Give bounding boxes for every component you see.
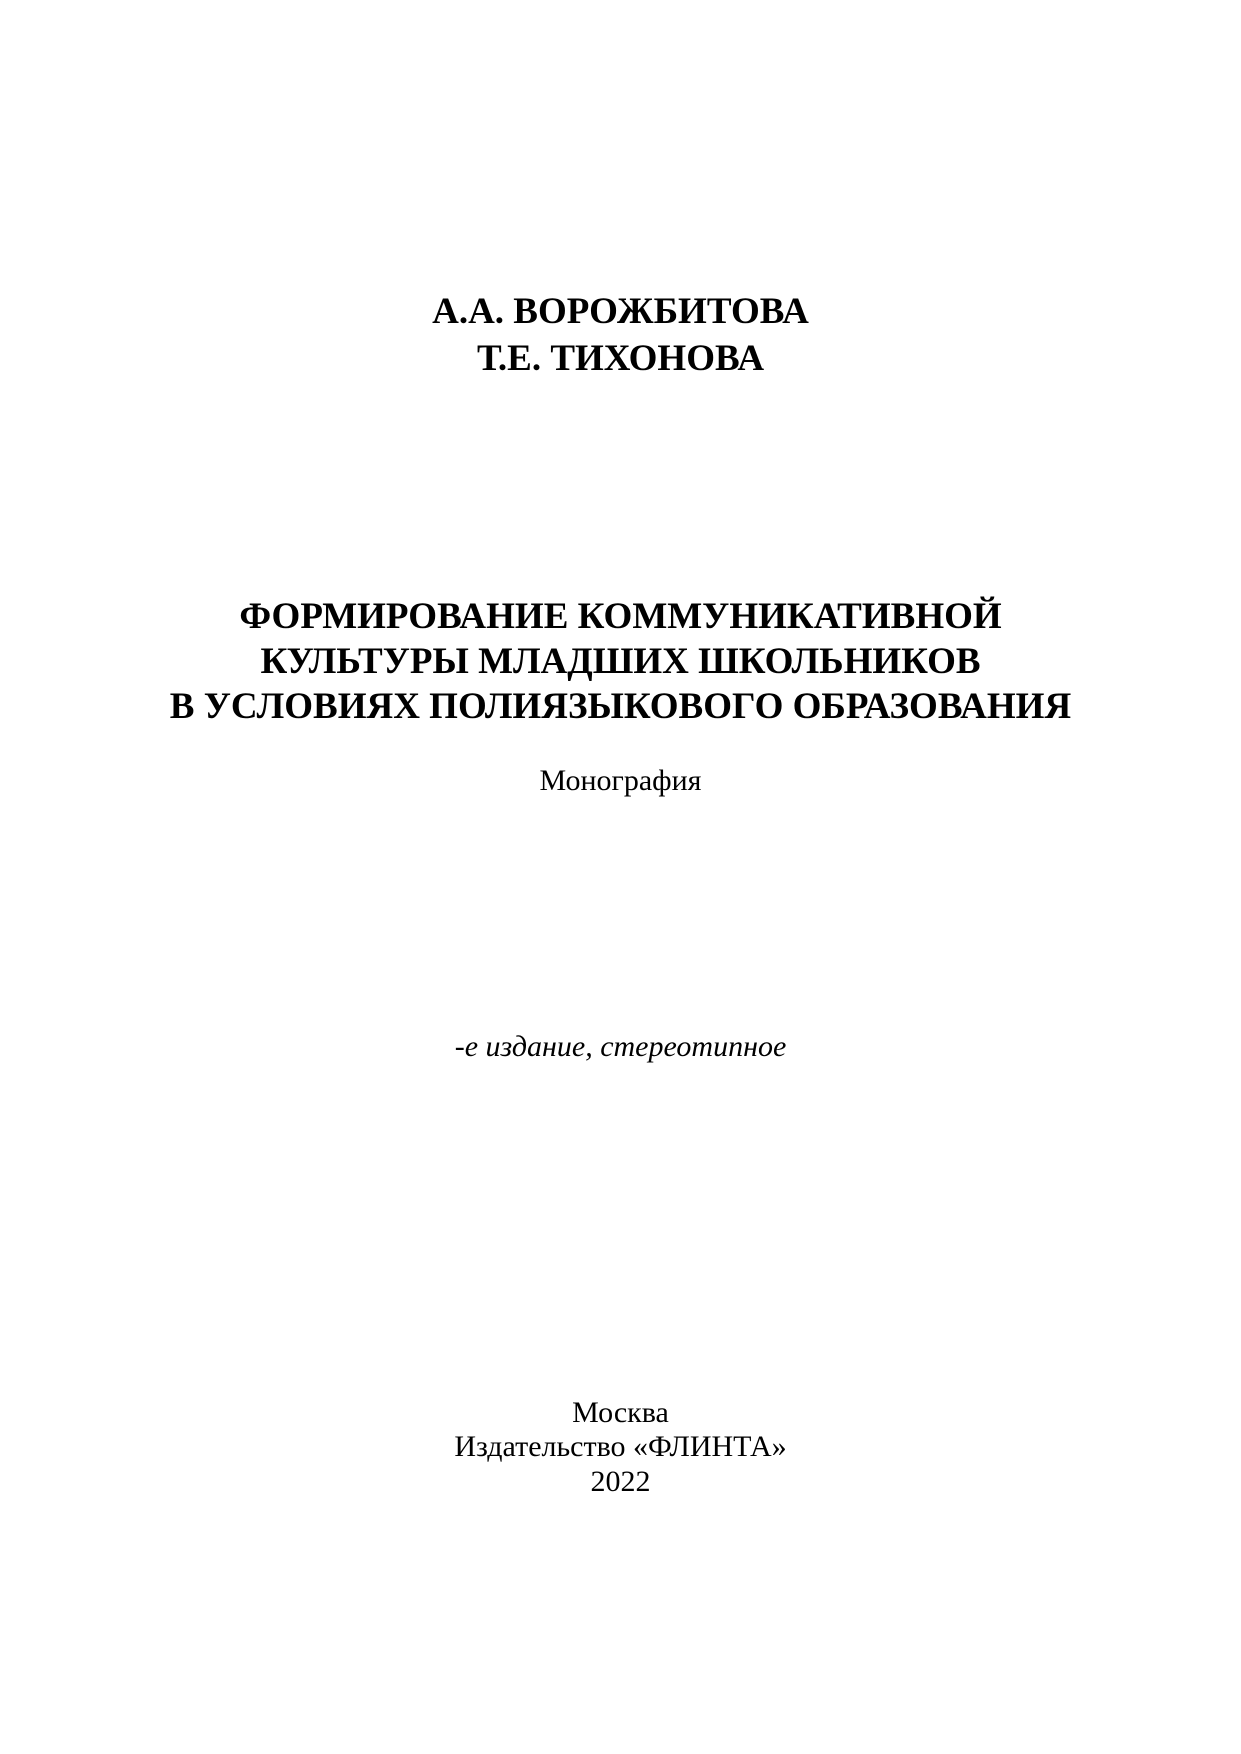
imprint-year: 2022 — [590, 1465, 651, 1498]
title-line: В УСЛОВИЯХ ПОЛИЯЗЫКОВОГО ОБРАЗОВАНИЯ — [169, 686, 1072, 727]
imprint-city: Москва — [572, 1396, 669, 1429]
author-name: Т.Е. ТИХОНОВА — [476, 338, 765, 379]
title-line: ФОРМИРОВАНИЕ КОММУНИКАТИВНОЙ — [239, 596, 1002, 637]
title-line: КУЛЬТУРЫ МЛАДШИХ ШКОЛЬНИКОВ — [260, 641, 981, 682]
imprint-publisher: Издательство «ФЛИНТА» — [454, 1430, 787, 1463]
genre-label: Монография — [539, 764, 702, 797]
author-name: А.А. ВОРОЖБИТОВА — [432, 291, 809, 332]
edition-note: -е издание, стереотипное — [454, 1030, 787, 1063]
